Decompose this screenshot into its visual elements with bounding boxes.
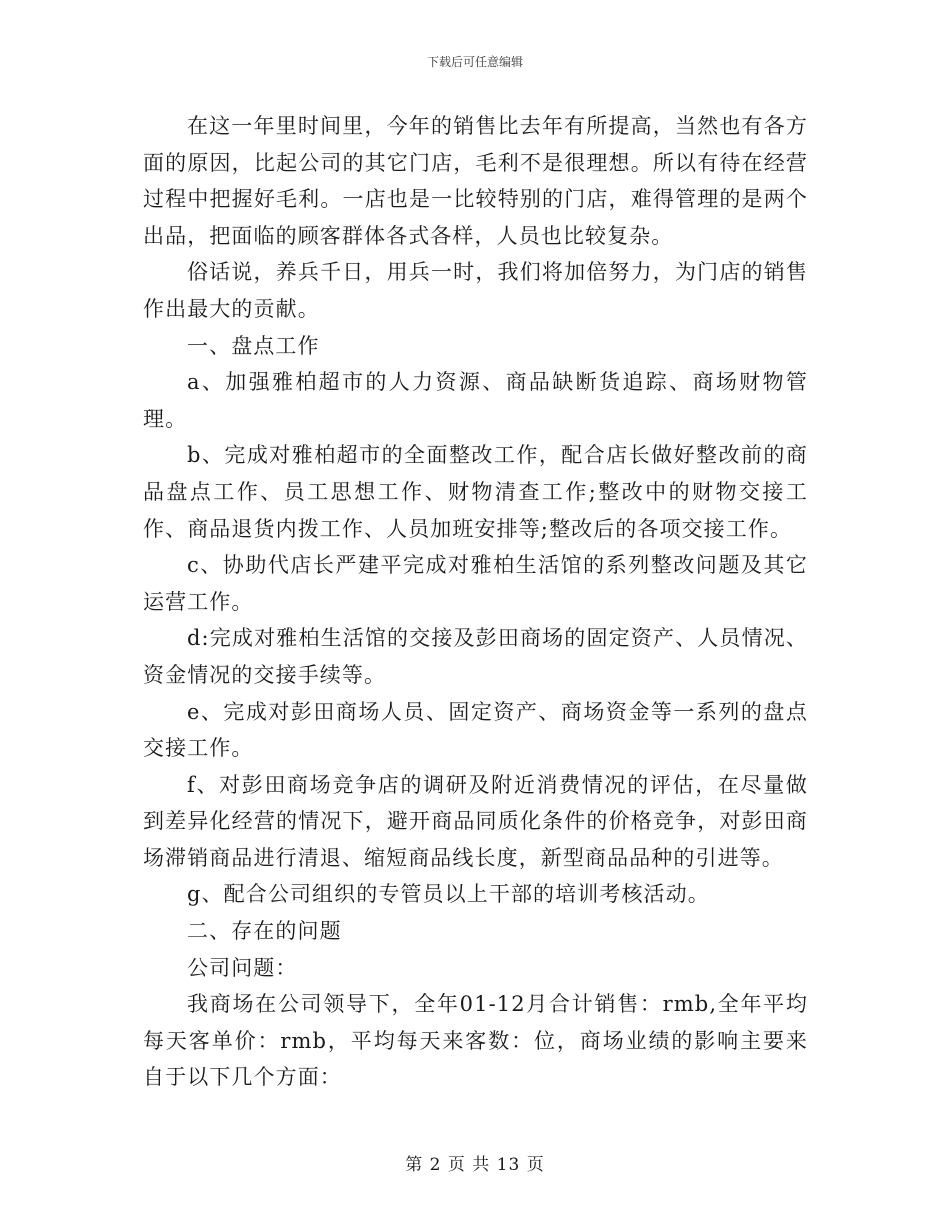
list-item-g: g、配合公司组织的专管员以上干部的培训考核活动。 xyxy=(187,882,710,907)
paragraph-proverb: 俗话说，养兵千日，用兵一时，我们将加倍努力，为门店的销售作出最大的贡献。 xyxy=(143,260,808,321)
paragraph-sales-summary: 我商场在公司领导下，全年01-12月合计销售：rmb,全年平均每天客单价：rmb，平均每天来客数：位，商场业绩的影响主要来自于以下几个方面： xyxy=(143,992,808,1090)
subheading-company-problems: 公司问题： xyxy=(187,955,298,980)
list-item-c: c、协助代店长严建平完成对雅柏生活馆的系列整改问题及其它运营工作。 xyxy=(143,553,808,614)
list-item-b: b、完成对雅柏超市的全面整改工作，配合店长做好整改前的商品盘点工作、员工思想工作、财物清查工作;整改中的财物交接工作、商品退货内拨工作、人员加班安排等;整改后的各项交接工作。 xyxy=(143,443,808,541)
page-header: 下载后可任意编辑 xyxy=(426,55,523,69)
section-heading-inventory: 一、盘点工作 xyxy=(187,333,320,358)
list-item-d: d:完成对雅柏生活馆的交接及彭田商场的固定资产、人员情况、资金情况的交接手续等。 xyxy=(143,626,808,687)
page-number-footer: 第 2 页 共 13 页 xyxy=(405,1155,545,1175)
document-body xyxy=(143,108,808,1096)
list-item-a: a、加强雅柏超市的人力资源、商品缺断货追踪、商场财物管理。 xyxy=(143,370,808,431)
list-item-f: f、对彭田商场竞争店的调研及附近消费情况的评估，在尽量做到差异化经营的情况下，避开商品同质化条件的价格竞争，对彭田商场滞销商品进行清退、缩短商品线长度，新型商品品种的引进等。 xyxy=(143,772,808,870)
paragraph-intro: 在这一年里时间里，今年的销售比去年有所提高，当然也有各方面的原因，比起公司的其它门店，毛利不是很理想。所以有待在经营过程中把握好毛利。一店也是一比较特别的门店，难得管理的是两个出品，把面临的顾客群体各式各样，人员也比较复杂。 xyxy=(143,114,808,248)
list-item-e: e、完成对彭田商场人员、固定资产、商场资金等一系列的盘点交接工作。 xyxy=(143,699,808,761)
section-heading-problems: 二、存在的问题 xyxy=(187,919,342,944)
